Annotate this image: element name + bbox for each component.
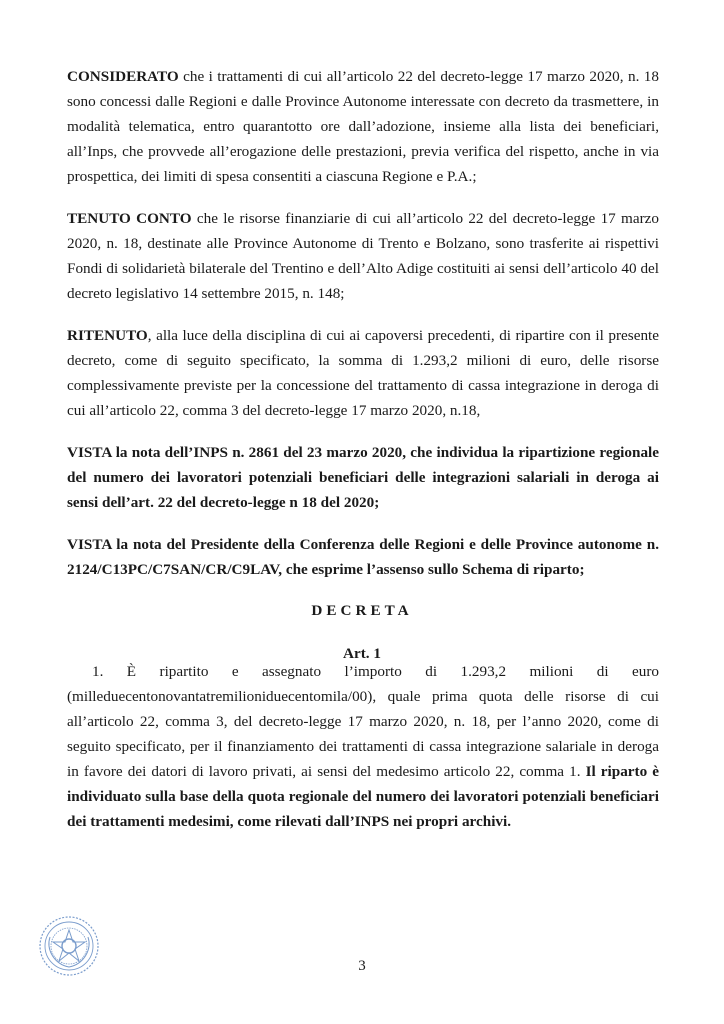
decreta-heading: DECRETA bbox=[311, 602, 413, 619]
text-considerato: che i trattamenti di cui all’articolo 22 del decreto-legge 17 marzo 2020, n. 18 sono concessi dalle Regioni e dalle Province Autonome interessate con decreto da trasmettere, in modalità telematica, entro quarantotto ore dall’adozione, insieme alla lista dei beneficiari, all’Inps, che provvede all’erogazione delle prestazioni, previa verifica del rispetto, anche in via prospettica, dei limiti di spesa consentiti a ciascuna Regione e P.A.; bbox=[67, 68, 659, 185]
article-title: Art. 1 bbox=[343, 645, 381, 662]
text-tenuto-conto: che le risorse finanziarie di cui all’articolo 22 del decreto-legge 17 marzo 2020, n. 18, destinate alle Province Autonome di Trento e Bolzano, sono trasferite ai rispettivi Fondi di solidarietà bilaterale del Trentino e dell’Alto Adige costituiti ai sensi dell’articolo 40 del decreto legislativo 14 settembre 2015, n. 148; bbox=[67, 210, 659, 302]
lead-tenuto-conto: TENUTO CONTO bbox=[67, 210, 192, 227]
article-1-body bbox=[67, 659, 659, 834]
paragraph-vista-conferenza: VISTA la nota del Presidente della Conferenza delle Regioni e delle Province autonome n. 2124/C13PC/C7SAN/CR/C9LAV, che esprime l’assenso sullo Schema di riparto; bbox=[67, 536, 659, 578]
text-ritenuto: , alla luce della disciplina di cui ai capoversi precedenti, di ripartire con il presente decreto, come di seguito specificato, la somma di 1.293,2 milioni di euro, delle risorse complessivamente previste per la concessione del trattamento di cassa integrazione in deroga di cui all’articolo 22, comma 3 del decreto-legge 17 marzo 2020, n.18, bbox=[67, 327, 659, 419]
paragraph-vista-inps: VISTA la nota dell’INPS n. 2861 del 23 marzo 2020, che individua la ripartizione regionale del numero dei lavoratori potenziali beneficiari delle integrazioni salariali in deroga ai sensi dell’art. 22 del decreto-legge n 18 del 2020; bbox=[67, 444, 659, 511]
paragraph-considerato bbox=[67, 64, 659, 189]
article-1-text: 1. È ripartito e assegnato l’importo di 1.293,2 milioni di euro (milleduecentonovantatremilioniduecentomila/00), quale prima quota delle risorse di cui all’articolo 22, comma 3, del decreto-legge 17 marzo 2020, n. 18, per l’anno 2020, come di seguito specificato, per il finanziamento dei trattamenti di cassa integrazione salariale in deroga in favore dei datori di lavoro privati, ai sensi del medesimo articolo 22, comma 1. bbox=[67, 663, 659, 780]
lead-considerato: CONSIDERATO bbox=[67, 68, 179, 85]
lead-ritenuto: RITENUTO bbox=[67, 327, 148, 344]
paragraph-ritenuto bbox=[67, 323, 659, 423]
page-number: 3 bbox=[358, 958, 366, 974]
paragraph-tenuto-conto bbox=[67, 206, 659, 306]
article-1-bold-text: Il riparto è individuato sulla base della quota regionale del numero dei lavoratori potenziali beneficiari dei trattamenti medesimi, come rilevati dall’INPS nei propri archivi. bbox=[67, 763, 659, 830]
